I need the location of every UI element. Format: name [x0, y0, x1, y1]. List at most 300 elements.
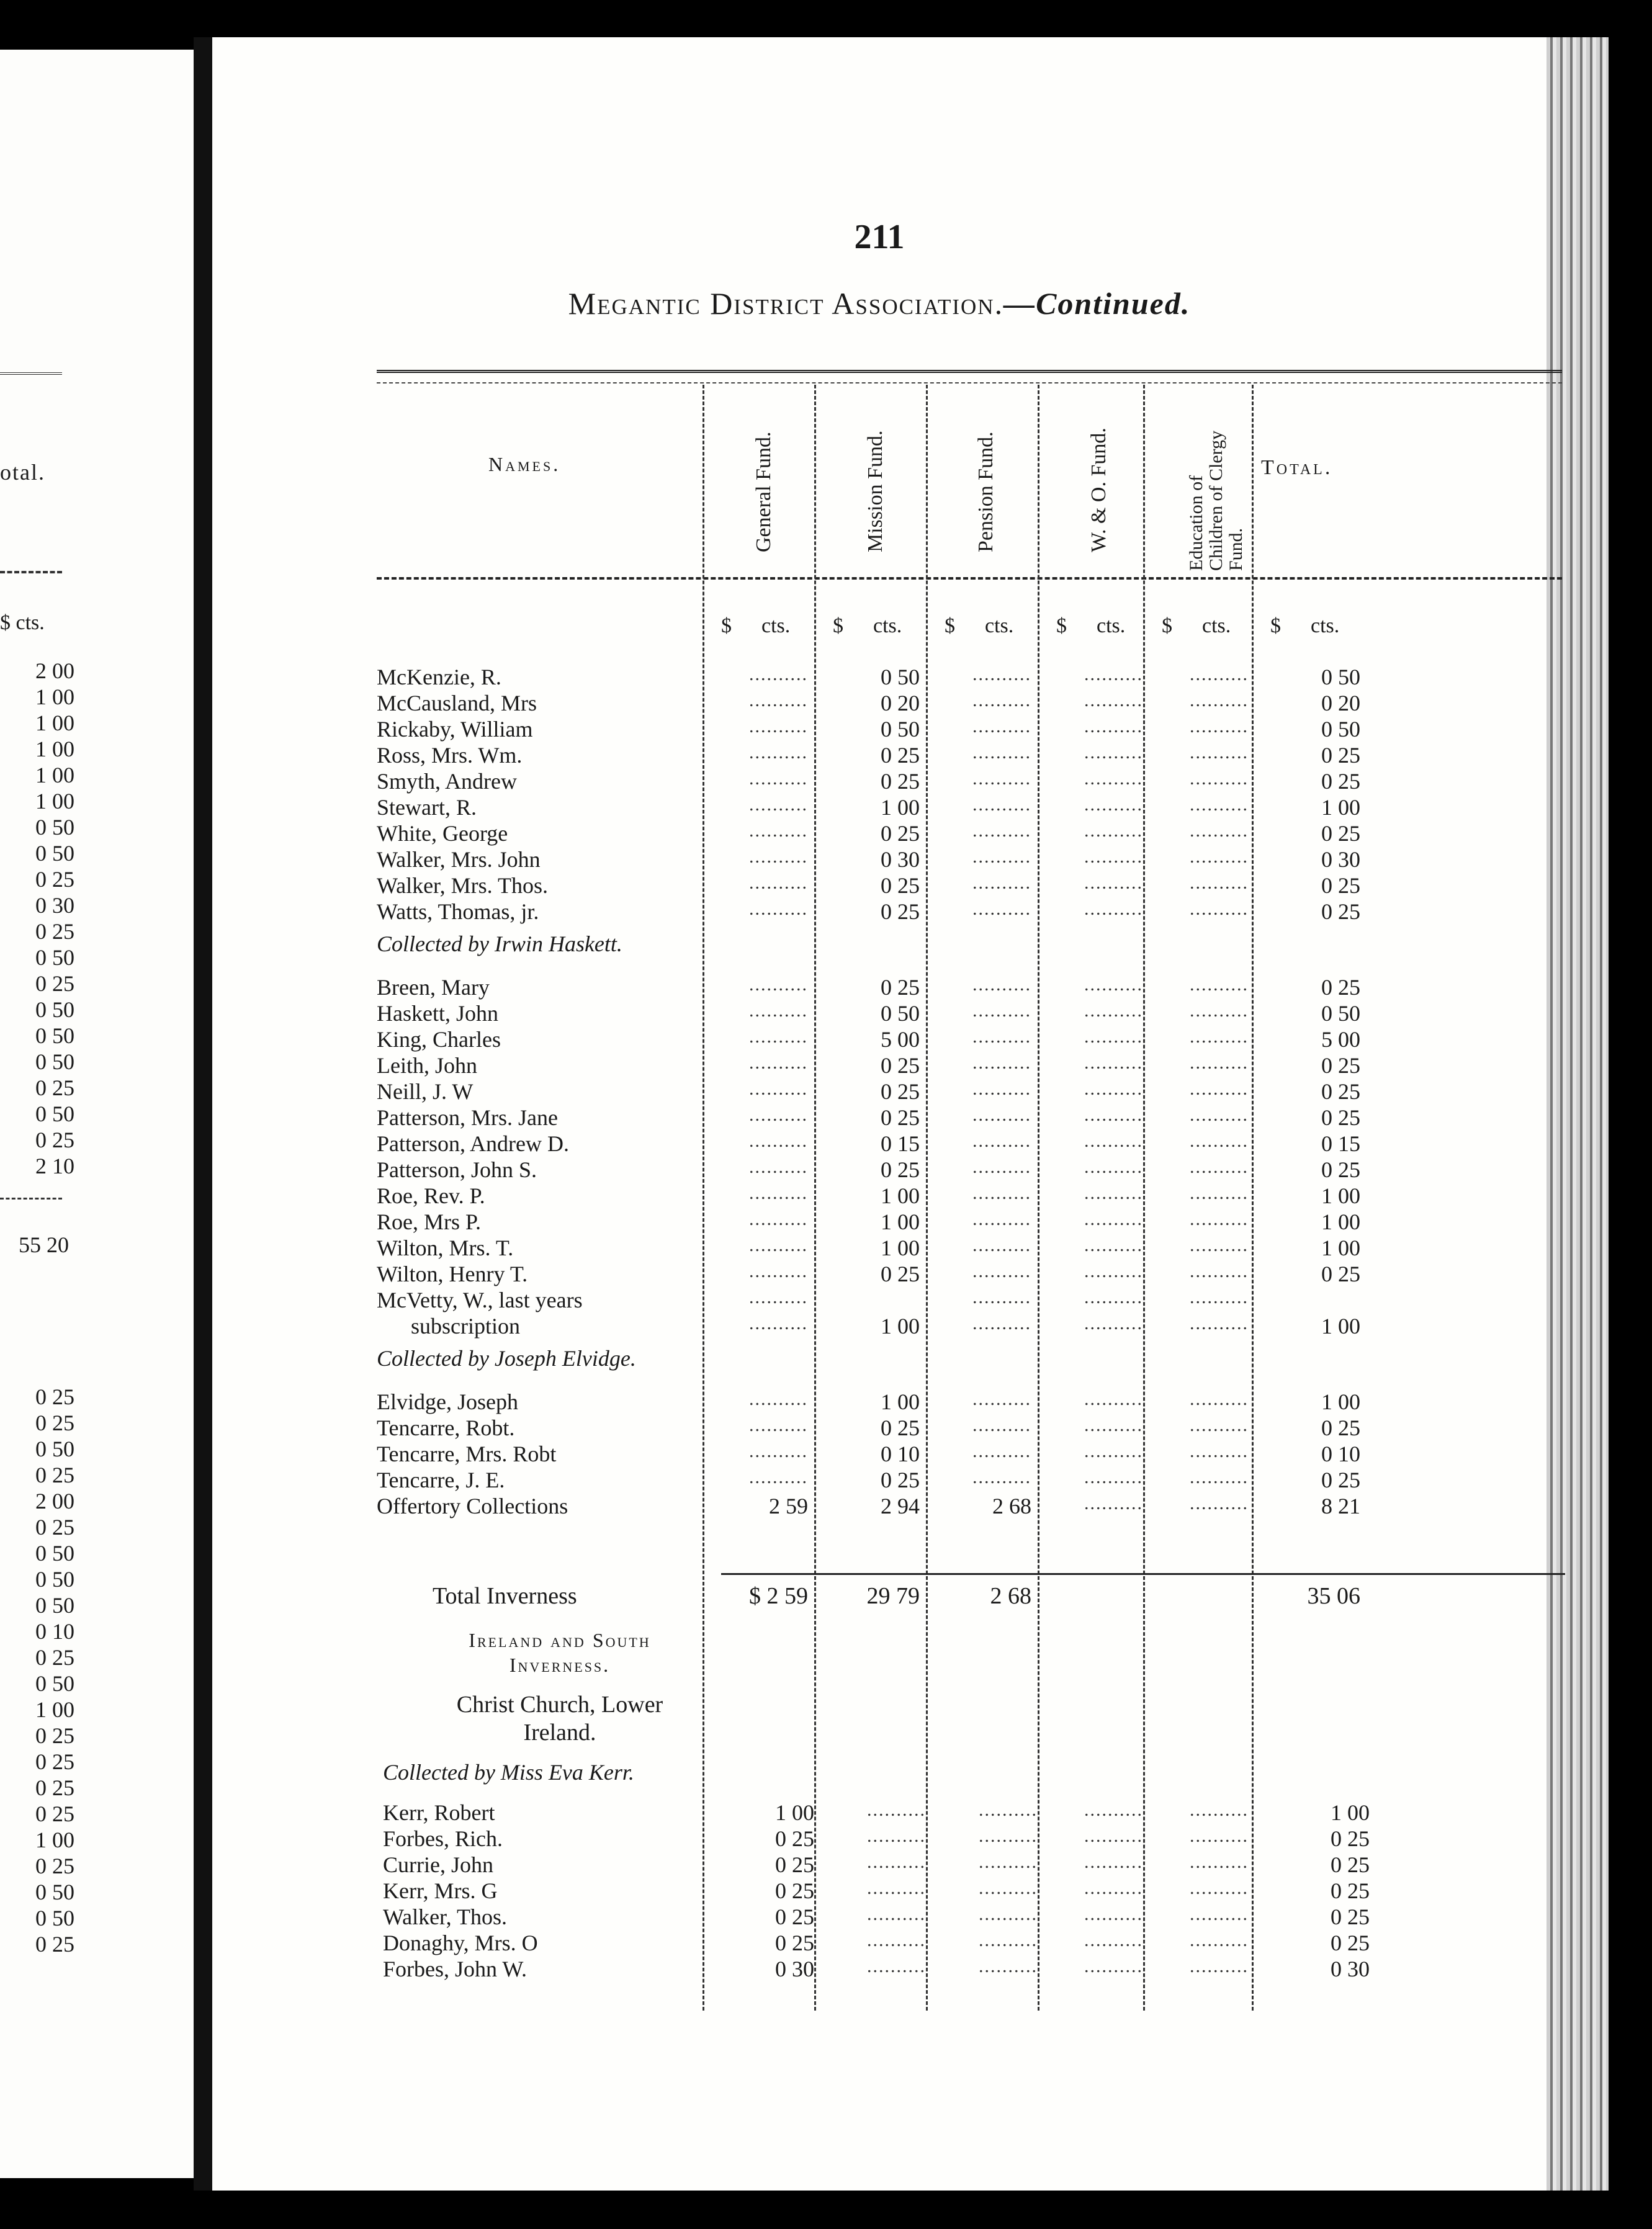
mission-amount: 0 25 — [881, 821, 920, 846]
subscriber-name: Offertory Collections — [377, 1494, 568, 1518]
wo-leader-dots: .......... — [1084, 1079, 1143, 1099]
total-cents-unit: cts. — [1311, 614, 1340, 637]
left-value: 1 00 — [35, 1697, 74, 1722]
section2-title-line-1: Ireland and South — [469, 1629, 651, 1651]
left-value: 0 50 — [35, 997, 74, 1022]
total-rule — [721, 1573, 1565, 1575]
leader-dots: .......... — [979, 1800, 1038, 1820]
general-leader-dots: .......... — [749, 742, 808, 763]
leader-dots: .......... — [1084, 1930, 1143, 1950]
wo-dollar-unit: $ — [1056, 614, 1067, 637]
edu-leader-dots: .......... — [1190, 1209, 1249, 1229]
wo-leader-dots: .......... — [1084, 690, 1143, 711]
pension-leader-dots: .......... — [972, 1209, 1031, 1229]
wo-leader-dots: .......... — [1084, 846, 1143, 867]
total-amount: 0 25 — [1321, 1415, 1360, 1440]
pension-leader-dots: .......... — [972, 1313, 1031, 1334]
table-row — [212, 690, 1547, 716]
leader-dots: .......... — [867, 1852, 926, 1872]
general-leader-dots: .......... — [749, 1415, 808, 1435]
subscriber-name: McVetty, W., last years — [377, 1288, 583, 1312]
mission-amount: 0 25 — [881, 1157, 920, 1182]
table-row — [212, 1826, 1547, 1852]
total-amount: 0 25 — [1321, 1468, 1360, 1492]
pension-leader-dots: .......... — [972, 690, 1031, 711]
left-value: 0 50 — [35, 1541, 74, 1566]
wo-leader-dots: .......... — [1084, 1261, 1143, 1281]
general-leader-dots: .......... — [749, 1467, 808, 1487]
table-row — [212, 1930, 1547, 1956]
subscriber-name: Forbes, John W. — [383, 1957, 527, 1981]
left-value: 0 50 — [35, 1671, 74, 1696]
mission-amount: 0 25 — [881, 899, 920, 924]
leader-dots: .......... — [1084, 1800, 1143, 1820]
section2-title-line-2: Inverness. — [509, 1654, 611, 1676]
total-amount: 1 00 — [1321, 795, 1360, 820]
title-continued: —Continued. — [1003, 286, 1191, 321]
subscriber-name: Kerr, Robert — [383, 1800, 495, 1825]
table-row — [212, 1052, 1547, 1079]
wo-leader-dots: .......... — [1084, 742, 1143, 763]
mission-amount: 0 25 — [881, 1262, 920, 1286]
mission-cents-unit: cts. — [873, 614, 902, 637]
total-inverness-pension: 2 68 — [990, 1583, 1031, 1609]
mission-amount: 1 00 — [881, 1389, 920, 1414]
left-value: 0 25 — [35, 1384, 74, 1409]
total-amount: 0 25 — [1321, 1105, 1360, 1130]
mission-amount: 0 50 — [881, 1001, 920, 1026]
total-amount: 1 00 — [1321, 1183, 1360, 1208]
left-value: 1 00 — [35, 711, 74, 735]
table-row — [212, 820, 1547, 846]
pension-leader-dots: .......... — [972, 1415, 1031, 1435]
book-gutter — [194, 37, 212, 2191]
general-amount: 0 25 — [775, 1878, 814, 1903]
wo-leader-dots: .......... — [1084, 768, 1143, 789]
total-amount: 0 25 — [1321, 1053, 1360, 1078]
wo-leader-dots: .......... — [1084, 1052, 1143, 1073]
total-amount: 0 25 — [1321, 1079, 1360, 1104]
edu-leader-dots: .......... — [1190, 1079, 1249, 1099]
pension-leader-dots: .......... — [972, 794, 1031, 815]
left-value: 0 30 — [35, 893, 74, 918]
total-amount: 0 25 — [1331, 1904, 1370, 1929]
leader-dots: .......... — [979, 1852, 1038, 1872]
table-row — [212, 872, 1547, 899]
table-row — [212, 1131, 1547, 1157]
left-value: 0 50 — [35, 1567, 74, 1592]
general-leader-dots: .......... — [749, 1052, 808, 1073]
total-amount: 0 25 — [1321, 743, 1360, 768]
general-leader-dots: .......... — [749, 794, 808, 815]
left-sum: 55 20 — [19, 1232, 69, 1257]
edu-leader-dots: .......... — [1190, 742, 1249, 763]
mission-amount: 0 25 — [881, 1053, 920, 1078]
table-row — [212, 974, 1547, 1000]
total-amount: 0 30 — [1331, 1957, 1370, 1981]
mission-amount: 2 94 — [881, 1494, 920, 1518]
subscriber-name: Breen, Mary — [377, 975, 490, 1000]
general-leader-dots: .......... — [749, 1079, 808, 1099]
total-amount: 0 30 — [1321, 847, 1360, 872]
subscriber-name: Ross, Mrs. Wm. — [377, 743, 523, 768]
mission-amount: 1 00 — [881, 1209, 920, 1234]
pension-leader-dots: .......... — [972, 846, 1031, 867]
table-row — [212, 1079, 1547, 1105]
table-row — [212, 1389, 1547, 1415]
table-row — [212, 1026, 1547, 1052]
left-value: 0 25 — [35, 1411, 74, 1435]
general-amount: 2 59 — [769, 1494, 808, 1518]
table-row — [212, 1183, 1547, 1209]
pension-leader-dots: .......... — [972, 899, 1031, 919]
left-page-fragment — [0, 50, 194, 2178]
edu-leader-dots: .......... — [1190, 664, 1249, 684]
pension-leader-dots: .......... — [972, 1131, 1031, 1151]
general-amount: 0 25 — [775, 1931, 814, 1955]
edu-leader-dots: .......... — [1190, 1415, 1249, 1435]
wo-cents-unit: cts. — [1097, 614, 1126, 637]
left-value: 1 00 — [35, 1828, 74, 1852]
edu-leader-dots: .......... — [1190, 1052, 1249, 1073]
subscriber-name: Wilton, Henry T. — [377, 1262, 528, 1286]
edu-leader-dots: .......... — [1190, 768, 1249, 789]
left-value: 1 00 — [35, 737, 74, 761]
subscriber-name: Roe, Rev. P. — [377, 1183, 485, 1208]
header-education-fund: Education of Children of Clergy Fund. — [1186, 430, 1246, 571]
table-row — [212, 742, 1547, 768]
edu-leader-dots: .......... — [1190, 1467, 1249, 1487]
subscriber-name: Stewart, R. — [377, 795, 477, 820]
table-row — [212, 1852, 1547, 1878]
leader-dots: .......... — [1084, 1852, 1143, 1872]
leader-dots: .......... — [1084, 1904, 1143, 1924]
pension-leader-dots: .......... — [972, 768, 1031, 789]
left-value: 0 50 — [35, 841, 74, 866]
total-inverness-total: 35 06 — [1307, 1583, 1360, 1609]
left-value: 2 00 — [35, 1489, 74, 1514]
left-value: 1 00 — [35, 763, 74, 787]
header-mission-fund: Mission Fund. — [864, 430, 887, 552]
left-value: 0 25 — [35, 1854, 74, 1878]
total-amount: 0 20 — [1321, 691, 1360, 715]
subscriber-name: Patterson, John S. — [377, 1157, 537, 1182]
wo-leader-dots: .......... — [1084, 1183, 1143, 1203]
total-amount: 0 50 — [1321, 717, 1360, 742]
wo-leader-dots: .......... — [1084, 1000, 1143, 1021]
leader-dots: .......... — [867, 1878, 926, 1898]
table-row — [212, 1209, 1547, 1235]
wo-leader-dots: .......... — [1084, 716, 1143, 737]
leader-dots: .......... — [1084, 1826, 1143, 1846]
left-value: 0 50 — [35, 1101, 74, 1126]
table-row — [212, 1904, 1547, 1930]
general-leader-dots: .......... — [749, 768, 808, 789]
wo-leader-dots: .......... — [1084, 794, 1143, 815]
edu-cents-unit: cts. — [1202, 614, 1231, 637]
mission-amount: 0 10 — [881, 1442, 920, 1466]
leader-dots: .......... — [1190, 1852, 1249, 1872]
total-inverness-general: $ 2 59 — [749, 1583, 808, 1609]
leader-dots: .......... — [1084, 1878, 1143, 1898]
subscriber-name: McKenzie, R. — [377, 665, 501, 689]
subscriber-name: Tencarre, Mrs. Robt — [377, 1442, 557, 1466]
table-row — [212, 1878, 1547, 1904]
general-amount: 0 30 — [775, 1957, 814, 1981]
total-amount: 0 50 — [1321, 665, 1360, 689]
church-name-line-2: Ireland. — [523, 1720, 596, 1746]
page-title — [212, 285, 1547, 321]
subscriber-name: Leith, John — [377, 1053, 477, 1078]
wo-leader-dots: .......... — [1084, 1441, 1143, 1461]
edu-leader-dots: .......... — [1190, 1441, 1249, 1461]
total-amount: 0 10 — [1321, 1442, 1360, 1466]
table-row — [212, 1800, 1547, 1826]
subscriber-name: Walker, Mrs. John — [377, 847, 541, 872]
total-amount: 0 25 — [1321, 769, 1360, 794]
pension-leader-dots: .......... — [972, 1105, 1031, 1125]
left-value: 2 00 — [35, 658, 74, 683]
pension-leader-dots: .......... — [972, 716, 1031, 737]
mission-amount: 0 25 — [881, 975, 920, 1000]
header-pension-fund: Pension Fund. — [974, 431, 997, 552]
left-value: 2 10 — [35, 1154, 74, 1178]
leader-dots: .......... — [979, 1878, 1038, 1898]
table-row — [212, 1287, 1547, 1313]
leader-dots: .......... — [1190, 1956, 1249, 1976]
pension-leader-dots: .......... — [972, 1467, 1031, 1487]
pension-leader-dots: .......... — [972, 1026, 1031, 1047]
total-amount: 1 00 — [1321, 1236, 1360, 1260]
mission-amount: 1 00 — [881, 1236, 920, 1260]
wo-leader-dots: .......... — [1084, 1026, 1143, 1047]
leader-dots: .......... — [867, 1826, 926, 1846]
edu-leader-dots: .......... — [1190, 1235, 1249, 1255]
pension-leader-dots: .......... — [972, 742, 1031, 763]
subscriber-name: Kerr, Mrs. G — [383, 1878, 498, 1903]
subscriber-name: Roe, Mrs P. — [377, 1209, 482, 1234]
mission-amount: 0 30 — [881, 847, 920, 872]
edu-leader-dots: .......... — [1190, 794, 1249, 815]
collector-heading: Collected by Joseph Elvidge. — [377, 1346, 636, 1371]
edu-leader-dots: .......... — [1190, 1131, 1249, 1151]
mission-amount: 0 25 — [881, 1468, 920, 1492]
total-amount: 1 00 — [1321, 1389, 1360, 1414]
general-amount: 0 25 — [775, 1904, 814, 1929]
mission-dollar-unit: $ — [833, 614, 843, 637]
subscriber-name: Currie, John — [383, 1852, 493, 1877]
total-amount: 0 25 — [1321, 821, 1360, 846]
mission-amount: 0 50 — [881, 717, 920, 742]
left-value: 0 25 — [35, 1749, 74, 1774]
left-value: 0 50 — [35, 815, 74, 840]
leader-dots: .......... — [1084, 1956, 1143, 1976]
total-amount: 0 25 — [1331, 1878, 1370, 1903]
edu-dollar-unit: $ — [1162, 614, 1172, 637]
left-value: 0 25 — [35, 1723, 74, 1748]
leader-dots: .......... — [979, 1956, 1038, 1976]
subscriber-name: Neill, J. W — [377, 1079, 474, 1104]
subscriber-name: Forbes, Rich. — [383, 1826, 503, 1851]
leader-dots: .......... — [979, 1826, 1038, 1846]
left-units: $ cts. — [0, 611, 45, 634]
wo-leader-dots: .......... — [1084, 820, 1143, 841]
edu-leader-dots: .......... — [1190, 1000, 1249, 1021]
total-amount: 1 00 — [1321, 1314, 1360, 1339]
edu-leader-dots: .......... — [1190, 820, 1249, 841]
wo-leader-dots: .......... — [1084, 872, 1143, 893]
edu-leader-dots: .......... — [1190, 1389, 1249, 1409]
table-row — [212, 899, 1547, 925]
general-leader-dots: .......... — [749, 820, 808, 841]
table-row — [212, 794, 1547, 820]
total-amount: 0 25 — [1331, 1852, 1370, 1877]
pension-leader-dots: .......... — [972, 1441, 1031, 1461]
page-number: 211 — [854, 218, 905, 256]
left-value: 0 50 — [35, 1880, 74, 1904]
edu-leader-dots: .......... — [1190, 1183, 1249, 1203]
general-leader-dots: .......... — [749, 690, 808, 711]
pension-leader-dots: .......... — [972, 1183, 1031, 1203]
table-row — [212, 1415, 1547, 1441]
pension-leader-dots: .......... — [972, 1389, 1031, 1409]
page-edges — [1547, 37, 1609, 2191]
leader-dots: .......... — [867, 1800, 926, 1820]
edu-leader-dots: .......... — [1190, 690, 1249, 711]
leader-dots: .......... — [1190, 1930, 1249, 1950]
general-leader-dots: .......... — [749, 664, 808, 684]
general-leader-dots: .......... — [749, 1287, 808, 1307]
top-rule — [377, 370, 1562, 373]
subscriber-name: subscription — [411, 1314, 520, 1339]
edu-leader-dots: .......... — [1190, 716, 1249, 737]
total-amount: 1 00 — [1321, 1209, 1360, 1234]
total-amount: 0 25 — [1321, 899, 1360, 924]
wo-leader-dots: .......... — [1084, 1389, 1143, 1409]
left-value: 1 00 — [35, 684, 74, 709]
general-amount: 0 25 — [775, 1852, 814, 1877]
general-leader-dots: .......... — [749, 1441, 808, 1461]
mission-amount: 0 15 — [881, 1131, 920, 1156]
edu-leader-dots: .......... — [1190, 1105, 1249, 1125]
general-amount: 1 00 — [775, 1800, 814, 1825]
left-value: 0 50 — [35, 1023, 74, 1048]
pension-dollar-unit: $ — [945, 614, 955, 637]
pension-cents-unit: cts. — [985, 614, 1014, 637]
pension-leader-dots: .......... — [972, 1157, 1031, 1177]
table-row — [212, 1261, 1547, 1287]
subscriber-name: Elvidge, Joseph — [377, 1389, 518, 1414]
mission-amount: 1 00 — [881, 1183, 920, 1208]
general-leader-dots: .......... — [749, 1157, 808, 1177]
total-amount: 8 21 — [1321, 1494, 1360, 1518]
general-leader-dots: .......... — [749, 1235, 808, 1255]
total-amount: 0 50 — [1321, 1001, 1360, 1026]
general-leader-dots: .......... — [749, 1261, 808, 1281]
subscriber-name: Patterson, Mrs. Jane — [377, 1105, 558, 1130]
left-rule — [0, 372, 62, 375]
general-leader-dots: .......... — [749, 974, 808, 995]
wo-leader-dots: .......... — [1084, 974, 1143, 995]
pension-leader-dots: .......... — [972, 1000, 1031, 1021]
total-inverness-label: Total Inverness — [433, 1583, 577, 1609]
subscriber-name: White, George — [377, 821, 508, 846]
general-leader-dots: .......... — [749, 1131, 808, 1151]
table-row — [212, 664, 1547, 690]
wo-leader-dots: .......... — [1084, 1313, 1143, 1334]
subscriber-name: Haskett, John — [377, 1001, 498, 1026]
church-name-line-1: Christ Church, Lower — [456, 1692, 663, 1718]
left-value: 0 25 — [35, 1075, 74, 1100]
edu-leader-dots: .......... — [1190, 872, 1249, 893]
subscriber-name: Donaghy, Mrs. O — [383, 1931, 538, 1955]
subscriber-name: Tencarre, J. E. — [377, 1468, 505, 1492]
mission-amount: 1 00 — [881, 795, 920, 820]
mission-amount: 1 00 — [881, 1314, 920, 1339]
table-row — [212, 1467, 1547, 1493]
subscriber-name: Smyth, Andrew — [377, 769, 518, 794]
edu-leader-dots: .......... — [1190, 899, 1249, 919]
mission-amount: 0 25 — [881, 769, 920, 794]
pension-leader-dots: .......... — [972, 820, 1031, 841]
general-leader-dots: .......... — [749, 1389, 808, 1409]
pension-leader-dots: .......... — [972, 1235, 1031, 1255]
pension-leader-dots: .......... — [972, 664, 1031, 684]
left-value: 0 25 — [35, 1515, 74, 1540]
left-value: 0 25 — [35, 1645, 74, 1670]
table-row — [212, 1157, 1547, 1183]
mission-amount: 0 25 — [881, 743, 920, 768]
wo-leader-dots: .......... — [1084, 1415, 1143, 1435]
leader-dots: .......... — [867, 1904, 926, 1924]
edu-leader-dots: .......... — [1190, 1313, 1249, 1334]
pension-leader-dots: .......... — [972, 1052, 1031, 1073]
mission-amount: 0 25 — [881, 873, 920, 898]
general-leader-dots: .......... — [749, 1209, 808, 1229]
edu-leader-dots: .......... — [1190, 1261, 1249, 1281]
general-leader-dots: .......... — [749, 899, 808, 919]
general-leader-dots: .......... — [749, 1313, 808, 1334]
general-leader-dots: .......... — [749, 716, 808, 737]
table-row — [212, 1000, 1547, 1026]
general-leader-dots: .......... — [749, 1026, 808, 1047]
pension-leader-dots: .......... — [972, 1287, 1031, 1307]
pension-amount: 2 68 — [992, 1494, 1031, 1518]
wo-leader-dots: .......... — [1084, 1157, 1143, 1177]
table-row — [212, 1105, 1547, 1131]
subscriber-name: Rickaby, William — [377, 717, 533, 742]
table-row — [212, 716, 1547, 742]
mission-amount: 0 50 — [881, 665, 920, 689]
left-value: 0 25 — [35, 1775, 74, 1800]
total-amount: 0 25 — [1321, 975, 1360, 1000]
subscriber-name: Walker, Thos. — [383, 1904, 507, 1929]
general-leader-dots: .......... — [749, 846, 808, 867]
mission-amount: 0 25 — [881, 1079, 920, 1104]
document-page — [212, 37, 1547, 2191]
wo-leader-dots: .......... — [1084, 1287, 1143, 1307]
leader-dots: .......... — [1190, 1878, 1249, 1898]
collector-heading: Collected by Irwin Haskett. — [377, 931, 622, 956]
table-row — [212, 1313, 1547, 1339]
total-amount: 0 25 — [1321, 1262, 1360, 1286]
pension-leader-dots: .......... — [972, 872, 1031, 893]
left-value: 0 25 — [35, 919, 74, 944]
wo-leader-dots: .......... — [1084, 1467, 1143, 1487]
total-amount: 0 25 — [1331, 1931, 1370, 1955]
left-value: 0 25 — [35, 867, 74, 892]
left-value: 0 25 — [35, 1128, 74, 1152]
